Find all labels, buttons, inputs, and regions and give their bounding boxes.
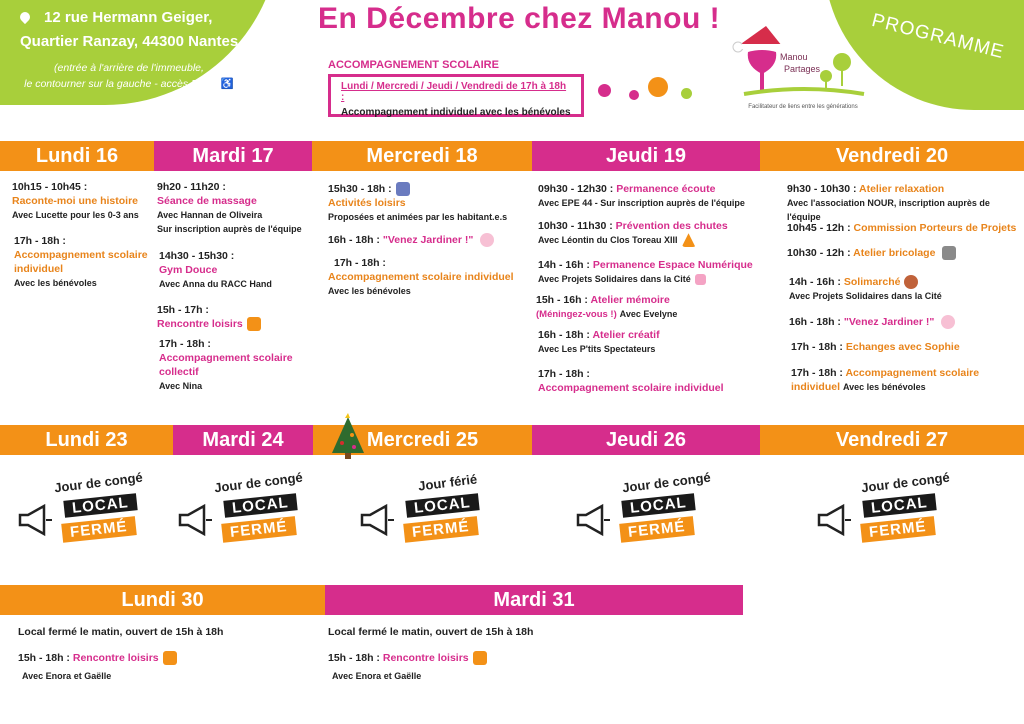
event-detail: Avec Projets Solidaires dans la Cité — [538, 274, 691, 284]
megaphone-icon — [358, 503, 396, 537]
event-detail: Avec Enora et Gaëlle — [332, 671, 422, 682]
event-activity: Permanence Espace Numérique — [592, 259, 753, 271]
event-detail: Avec les bénévoles — [14, 278, 97, 288]
event-activity: Raconte-moi une histoire — [12, 195, 139, 207]
day-header-vendredi-20: Vendredi 20 — [760, 141, 1024, 171]
event-vendredi20-5 — [789, 315, 1024, 329]
day-header-mardi-31: Mardi 31 — [325, 585, 743, 615]
event-mercredi18-3 — [328, 256, 528, 298]
event-time: 15h - 16h : — [536, 294, 588, 306]
event-vendredi20-2 — [787, 221, 1024, 235]
event-activity: Echanges avec Sophie — [845, 341, 960, 353]
event-detail: Avec Lucette pour les 0-3 ans — [12, 210, 139, 220]
event-activity: "Venez Jardiner !" — [843, 316, 935, 328]
event-time: 14h - 16h : — [789, 276, 841, 288]
location-pin-icon — [18, 10, 32, 24]
closed-label: Jour de congé — [213, 469, 304, 496]
event-time: 15h30 - 18h : — [328, 183, 392, 195]
page-title: En Décembre chez Manou ! — [318, 2, 721, 35]
event-note: Local fermé le matin, ouvert de 15h à 18h — [18, 626, 224, 638]
event-time: 10h30 - 11h30 : — [538, 220, 613, 232]
event-activity: Atelier créatif — [592, 329, 660, 341]
closed-ferme: FERMÉ — [61, 516, 136, 543]
access-note-line1: (entrée à l'arrière de l'immeuble, — [54, 62, 204, 74]
closed-stamp-jeudi-26 — [574, 469, 714, 555]
accompagnement-box — [328, 74, 584, 117]
event-vendredi20-3 — [787, 246, 1024, 260]
day-header-mardi-24: Mardi 24 — [173, 425, 313, 455]
closed-label: Jour de congé — [860, 469, 951, 496]
event-detail: Avec Hannan de Oliveira — [157, 210, 263, 220]
event-activity: Atelier bricolage — [853, 247, 936, 259]
event-lundi16-2 — [14, 234, 154, 290]
event-detail: Avec Evelyne — [619, 309, 678, 319]
megaphone-icon — [815, 503, 853, 537]
event-time: 09h30 - 12h30 : — [538, 183, 614, 195]
day-header-lundi-30: Lundi 30 — [0, 585, 325, 615]
event-time: 15h - 18h : — [328, 652, 380, 664]
closed-local: LOCAL — [862, 493, 936, 518]
event-activity: Prévention des chutes — [615, 220, 728, 232]
event-time: 16h - 18h : — [789, 316, 841, 328]
event-time: 10h30 - 12h : — [787, 247, 851, 259]
logo-word-partages: Partages — [784, 64, 821, 74]
event-activity: Accompagnement scolaire individuel — [328, 271, 514, 283]
decor-dot — [629, 90, 639, 100]
event-jeudi19-3 — [538, 258, 760, 286]
event-time: 17h - 18h : — [14, 235, 66, 247]
event-time: 9h30 - 10h30 : — [787, 183, 857, 195]
event-jeudi19-5 — [538, 328, 760, 356]
event-activity: Accompagnement scolaire — [159, 352, 293, 364]
closed-stamp-lundi-23 — [16, 469, 156, 555]
closed-stamp-mardi-24 — [176, 469, 316, 555]
event-mardi17-1 — [157, 180, 312, 236]
event-lundi30 — [18, 625, 318, 683]
warning-icon — [682, 233, 696, 247]
decor-dot — [648, 77, 668, 97]
day-header-lundi-23: Lundi 23 — [0, 425, 173, 455]
access-note-line2: le contourner sur la gauche - accès PMR) — [24, 78, 218, 90]
event-time: 15h - 17h : — [157, 304, 209, 316]
christmas-tree-icon — [330, 413, 366, 461]
day-header-mercredi-18: Mercredi 18 — [312, 141, 532, 171]
flower-icon — [480, 233, 494, 247]
event-activity: Atelier mémoire — [590, 294, 670, 306]
closed-stamp-vendredi-27 — [815, 469, 955, 555]
megaphone-icon — [16, 503, 54, 537]
event-jeudi19-2 — [538, 219, 760, 247]
day-header-mercredi-25: Mercredi 25 — [313, 425, 532, 455]
closed-label: Jour de congé — [53, 469, 144, 496]
event-detail: Avec les bénévoles — [842, 382, 926, 392]
event-time: 17h - 18h : — [791, 367, 843, 379]
address-line1: 12 rue Hermann Geiger, — [44, 9, 213, 26]
event-activity: Rencontre loisirs — [382, 652, 469, 664]
event-jeudi19-6 — [538, 367, 760, 395]
event-detail: Avec l'association NOUR, inscription auprès de l'équipe — [787, 198, 990, 222]
event-time: 15h - 18h : — [18, 652, 70, 664]
event-activity: Atelier relaxation — [858, 183, 945, 195]
event-activity: Accompagnement scolaire — [845, 367, 980, 379]
event-activity: Rencontre loisirs — [157, 318, 243, 330]
cards-icon — [247, 317, 261, 331]
event-time: 17h - 18h : — [791, 341, 843, 353]
event-activity: Accompagnement scolaire individuel — [538, 382, 724, 394]
closed-ferme: FERMÉ — [619, 516, 694, 543]
event-mardi17-3 — [157, 303, 312, 331]
logo-icon — [730, 22, 870, 102]
closed-local: LOCAL — [621, 493, 695, 518]
megaphone-icon — [176, 503, 214, 537]
event-detail: Avec Les P'tits Spectateurs — [538, 344, 656, 354]
access-note — [14, 60, 244, 92]
event-activity: Accompagnement scolaire — [14, 249, 148, 261]
event-detail: Avec Enora et Gaëlle — [22, 671, 112, 682]
event-vendredi20-1 — [787, 182, 1024, 224]
event-vendredi20-6 — [791, 340, 1024, 354]
event-detail: Proposées et animées par les habitant.e.s — [328, 212, 508, 223]
programme-label: PROGRAMME — [869, 9, 1007, 64]
day-header-lundi-16: Lundi 16 — [0, 141, 154, 171]
event-mardi17-2 — [159, 249, 314, 291]
event-time: 16h - 18h : — [328, 234, 380, 246]
closed-ferme: FERMÉ — [860, 516, 935, 543]
event-activity: Solimarché — [843, 276, 901, 288]
tools-icon — [942, 246, 956, 260]
event-detail: Avec EPE 44 - Sur inscription auprès de l'équipe — [538, 198, 745, 208]
day-header-jeudi-19: Jeudi 19 — [532, 141, 760, 171]
event-activity-cont: (Méningez-vous !) — [536, 309, 617, 320]
event-time: 17h - 18h : — [334, 257, 386, 269]
event-time: 14h30 - 15h30 : — [159, 250, 235, 262]
closed-ferme: FERMÉ — [221, 516, 296, 543]
decor-dot — [681, 88, 692, 99]
event-detail: Sur inscription auprès de l'équipe — [157, 224, 302, 234]
closed-ferme: FERMÉ — [403, 516, 478, 543]
closed-local: LOCAL — [63, 493, 137, 518]
event-mercredi18-1 — [328, 182, 528, 224]
event-activity-cont: collectif — [159, 366, 199, 378]
event-mardi17-4 — [159, 337, 314, 393]
accompagnement-title: ACCOMPAGNEMENT SCOLAIRE — [328, 59, 499, 71]
closed-stamp-mercredi-25 — [358, 471, 498, 555]
event-activity: Gym Douce — [159, 264, 218, 276]
closed-local: LOCAL — [223, 493, 297, 518]
event-lundi16-1 — [12, 180, 152, 222]
event-mardi31 — [328, 625, 728, 683]
decor-dot — [598, 84, 611, 97]
event-detail: Avec les bénévoles — [328, 286, 411, 296]
event-activity: Rencontre loisirs — [72, 652, 159, 664]
address-line2: Quartier Ranzay, 44300 Nantes — [20, 33, 239, 50]
day-header-vendredi-27: Vendredi 27 — [760, 425, 1024, 455]
event-vendredi20-7 — [791, 366, 1024, 394]
event-detail: Avec Anna du RACC Hand — [159, 279, 272, 289]
closed-label: Jour férié — [417, 471, 478, 494]
event-time: 10h45 - 12h : — [787, 222, 851, 234]
event-activity: Séance de massage — [157, 195, 257, 207]
basket-icon — [904, 275, 918, 289]
day-header-jeudi-26: Jeudi 26 — [532, 425, 760, 455]
event-jeudi19-4 — [536, 293, 760, 322]
closed-label: Jour de congé — [621, 469, 712, 496]
event-activity: Commission Porteurs de Projets — [853, 222, 1017, 234]
megaphone-icon — [574, 503, 612, 537]
event-activity: "Venez Jardiner !" — [382, 234, 474, 246]
cards-icon — [163, 651, 177, 665]
day-header-mardi-17: Mardi 17 — [154, 141, 312, 171]
event-activity: Activités loisirs — [328, 197, 406, 210]
wheelchair-icon: ♿ — [220, 78, 234, 90]
event-vendredi20-4 — [789, 275, 1024, 303]
event-time: 10h15 - 10h45 : — [12, 181, 88, 193]
event-detail: Avec Nina — [159, 381, 203, 391]
cards-icon — [473, 651, 487, 665]
event-time: 16h - 18h : — [538, 329, 590, 341]
event-detail: Avec Projets Solidaires dans la Cité — [789, 291, 942, 302]
event-time: 14h - 16h : — [538, 259, 590, 271]
event-activity-cont: individuel — [791, 381, 841, 393]
event-time: 9h20 - 11h20 : — [157, 181, 226, 193]
closed-local: LOCAL — [405, 493, 479, 518]
flower-icon — [941, 315, 955, 329]
accompagnement-days: Lundi / Mercredi / Jeudi / Vendredi de 17h à 18h : — [341, 81, 567, 103]
event-detail: Avec Léontin du Clos Toreau XIII — [538, 235, 678, 245]
event-time: 17h - 18h : — [538, 368, 590, 380]
palette-icon — [396, 182, 410, 196]
event-note: Local fermé le matin, ouvert de 15h à 18h — [328, 626, 534, 638]
event-jeudi19-1 — [538, 182, 760, 210]
logo-word-manou: Manou — [780, 52, 808, 62]
logo-caption: Facilitateur de liens entre les générations — [748, 104, 858, 110]
event-activity: Permanence écoute — [616, 183, 716, 195]
computer-icon — [695, 274, 706, 285]
event-mercredi18-2 — [328, 233, 528, 247]
accompagnement-desc: Accompagnement individuel avec les bénévoles — [341, 107, 571, 118]
event-activity-cont: individuel — [14, 263, 64, 275]
event-time: 17h - 18h : — [159, 338, 211, 350]
address — [20, 6, 238, 54]
